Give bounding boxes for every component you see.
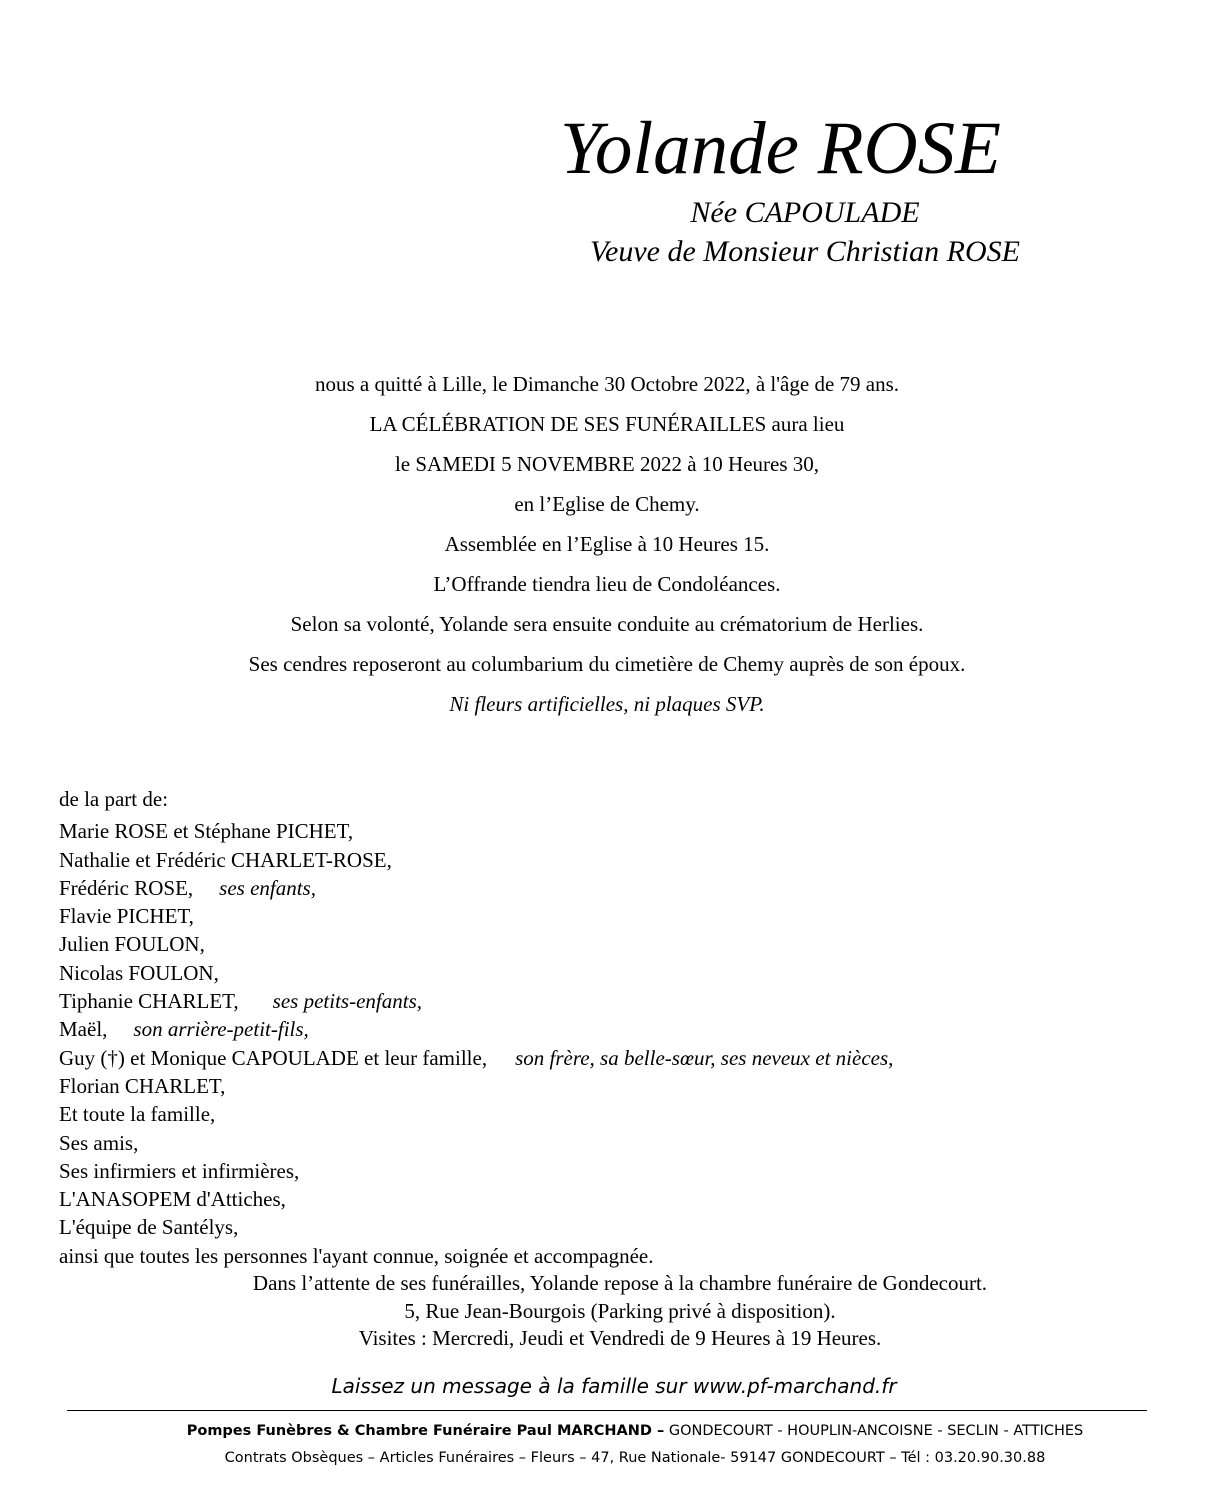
family-name: Flavie PICHET, [59,904,194,929]
widow-of: Veuve de Monsieur Christian ROSE [590,235,1020,268]
family-row [59,1015,1159,1043]
family-name: Nathalie et Frédéric CHARLET-ROSE, [59,847,392,872]
family-row [59,817,1159,845]
waiting-info [0,1270,1214,1353]
family-row [59,846,1159,874]
family-row [59,987,1159,1015]
family-row [59,1044,1159,1072]
family-row [59,1213,1159,1241]
family-row [59,1185,1159,1213]
footer-line-2: Contrats Obsèques – Articles Funéraires – Fleurs – 47, Rue Nationale- 59147 GONDECOURT – Tél : 03.20.90.30.88 [224,1450,1046,1466]
footer-divider [67,1410,1147,1411]
family-name: L'ANASOPEM d'Attiches, [59,1187,286,1212]
maiden-name: Née CAPOULADE [690,196,920,229]
family-name: L'équipe de Santélys, [59,1215,239,1240]
announcement-line: Ses cendres reposeront au columbarium du cimetière de Chemy auprès de son époux. [248,652,966,676]
family-row [59,1242,1159,1270]
family-name: Maël, [59,1017,108,1042]
visits-line: Visites : Mercredi, Jeudi et Vendredi de 9 Heures à 19 Heures. [358,1326,882,1350]
family-row [59,1129,1159,1157]
footer [0,1418,1214,1472]
announcement [0,364,1214,724]
waiting-line: Dans l’attente de ses funérailles, Yolande repose à la chambre funéraire de Gondecourt. [252,1271,988,1295]
family-relation: son frère, sa belle-sœur, ses neveux et nièces, [515,1045,894,1070]
family-name: Et toute la famille, [59,1102,216,1127]
family-name: Nicolas FOULON, [59,960,219,985]
family-row [59,959,1159,987]
company-name: Pompes Funèbres & Chambre Funéraire Paul MARCHAND – [186,1423,665,1439]
announcement-line: en l’Eglise de Chemy. [514,492,700,516]
family-row [59,1157,1159,1185]
family-list [59,785,1159,1270]
family-intro: de la part de: [59,787,169,811]
announcement-line: Selon sa volonté, Yolande sera ensuite conduite au crématorium de Herlies. [290,612,924,636]
company-locations: GONDECOURT - HOUPLIN-ANCOISNE - SECLIN - ATTICHES [668,1423,1084,1439]
flowers-note: Ni fleurs artificielles, ni plaques SVP. [449,692,765,716]
announcement-line: Assemblée en l’Eglise à 10 Heures 15. [444,532,770,556]
family-name: Julien FOULON, [59,932,205,957]
family-relation: ses enfants, [219,875,316,900]
family-row [59,930,1159,958]
family-name: Guy (†) et Monique CAPOULADE et leur famille, [59,1045,488,1070]
family-row [59,902,1159,930]
message-link[interactable]: Laissez un message à la famille sur www.pf-marchand.fr [331,1374,897,1398]
family-name: Florian CHARLET, [59,1073,226,1098]
family-relation: ses petits-enfants, [272,989,422,1014]
family-name: Tiphanie CHARLET, [59,989,239,1014]
family-row [59,1100,1159,1128]
family-name: ainsi que toutes les personnes l'ayant connue, soignée et accompagnée. [59,1243,654,1268]
family-row [59,874,1159,902]
family-name: Ses infirmiers et infirmières, [59,1158,300,1183]
family-row [59,1072,1159,1100]
announcement-line: le SAMEDI 5 NOVEMBRE 2022 à 10 Heures 30, [394,452,820,476]
announcement-line: L’Offrande tiendra lieu de Condoléances. [433,572,781,596]
family-name: Ses amis, [59,1130,139,1155]
family-relation: son arrière-petit-fils, [133,1017,309,1042]
family-name: Frédéric ROSE, [59,875,194,900]
deceased-name: Yolande ROSE [560,107,1001,190]
address-line: 5, Rue Jean-Bourgois (Parking privé à disposition). [404,1298,836,1323]
announcement-line: LA CÉLÉBRATION DE SES FUNÉRAILLES aura lieu [369,412,845,436]
announcement-line: nous a quitté à Lille, le Dimanche 30 Octobre 2022, à l'âge de 79 ans. [314,372,900,396]
footer-line-1 [0,1418,1214,1445]
family-name: Marie ROSE et Stéphane PICHET, [59,819,354,844]
